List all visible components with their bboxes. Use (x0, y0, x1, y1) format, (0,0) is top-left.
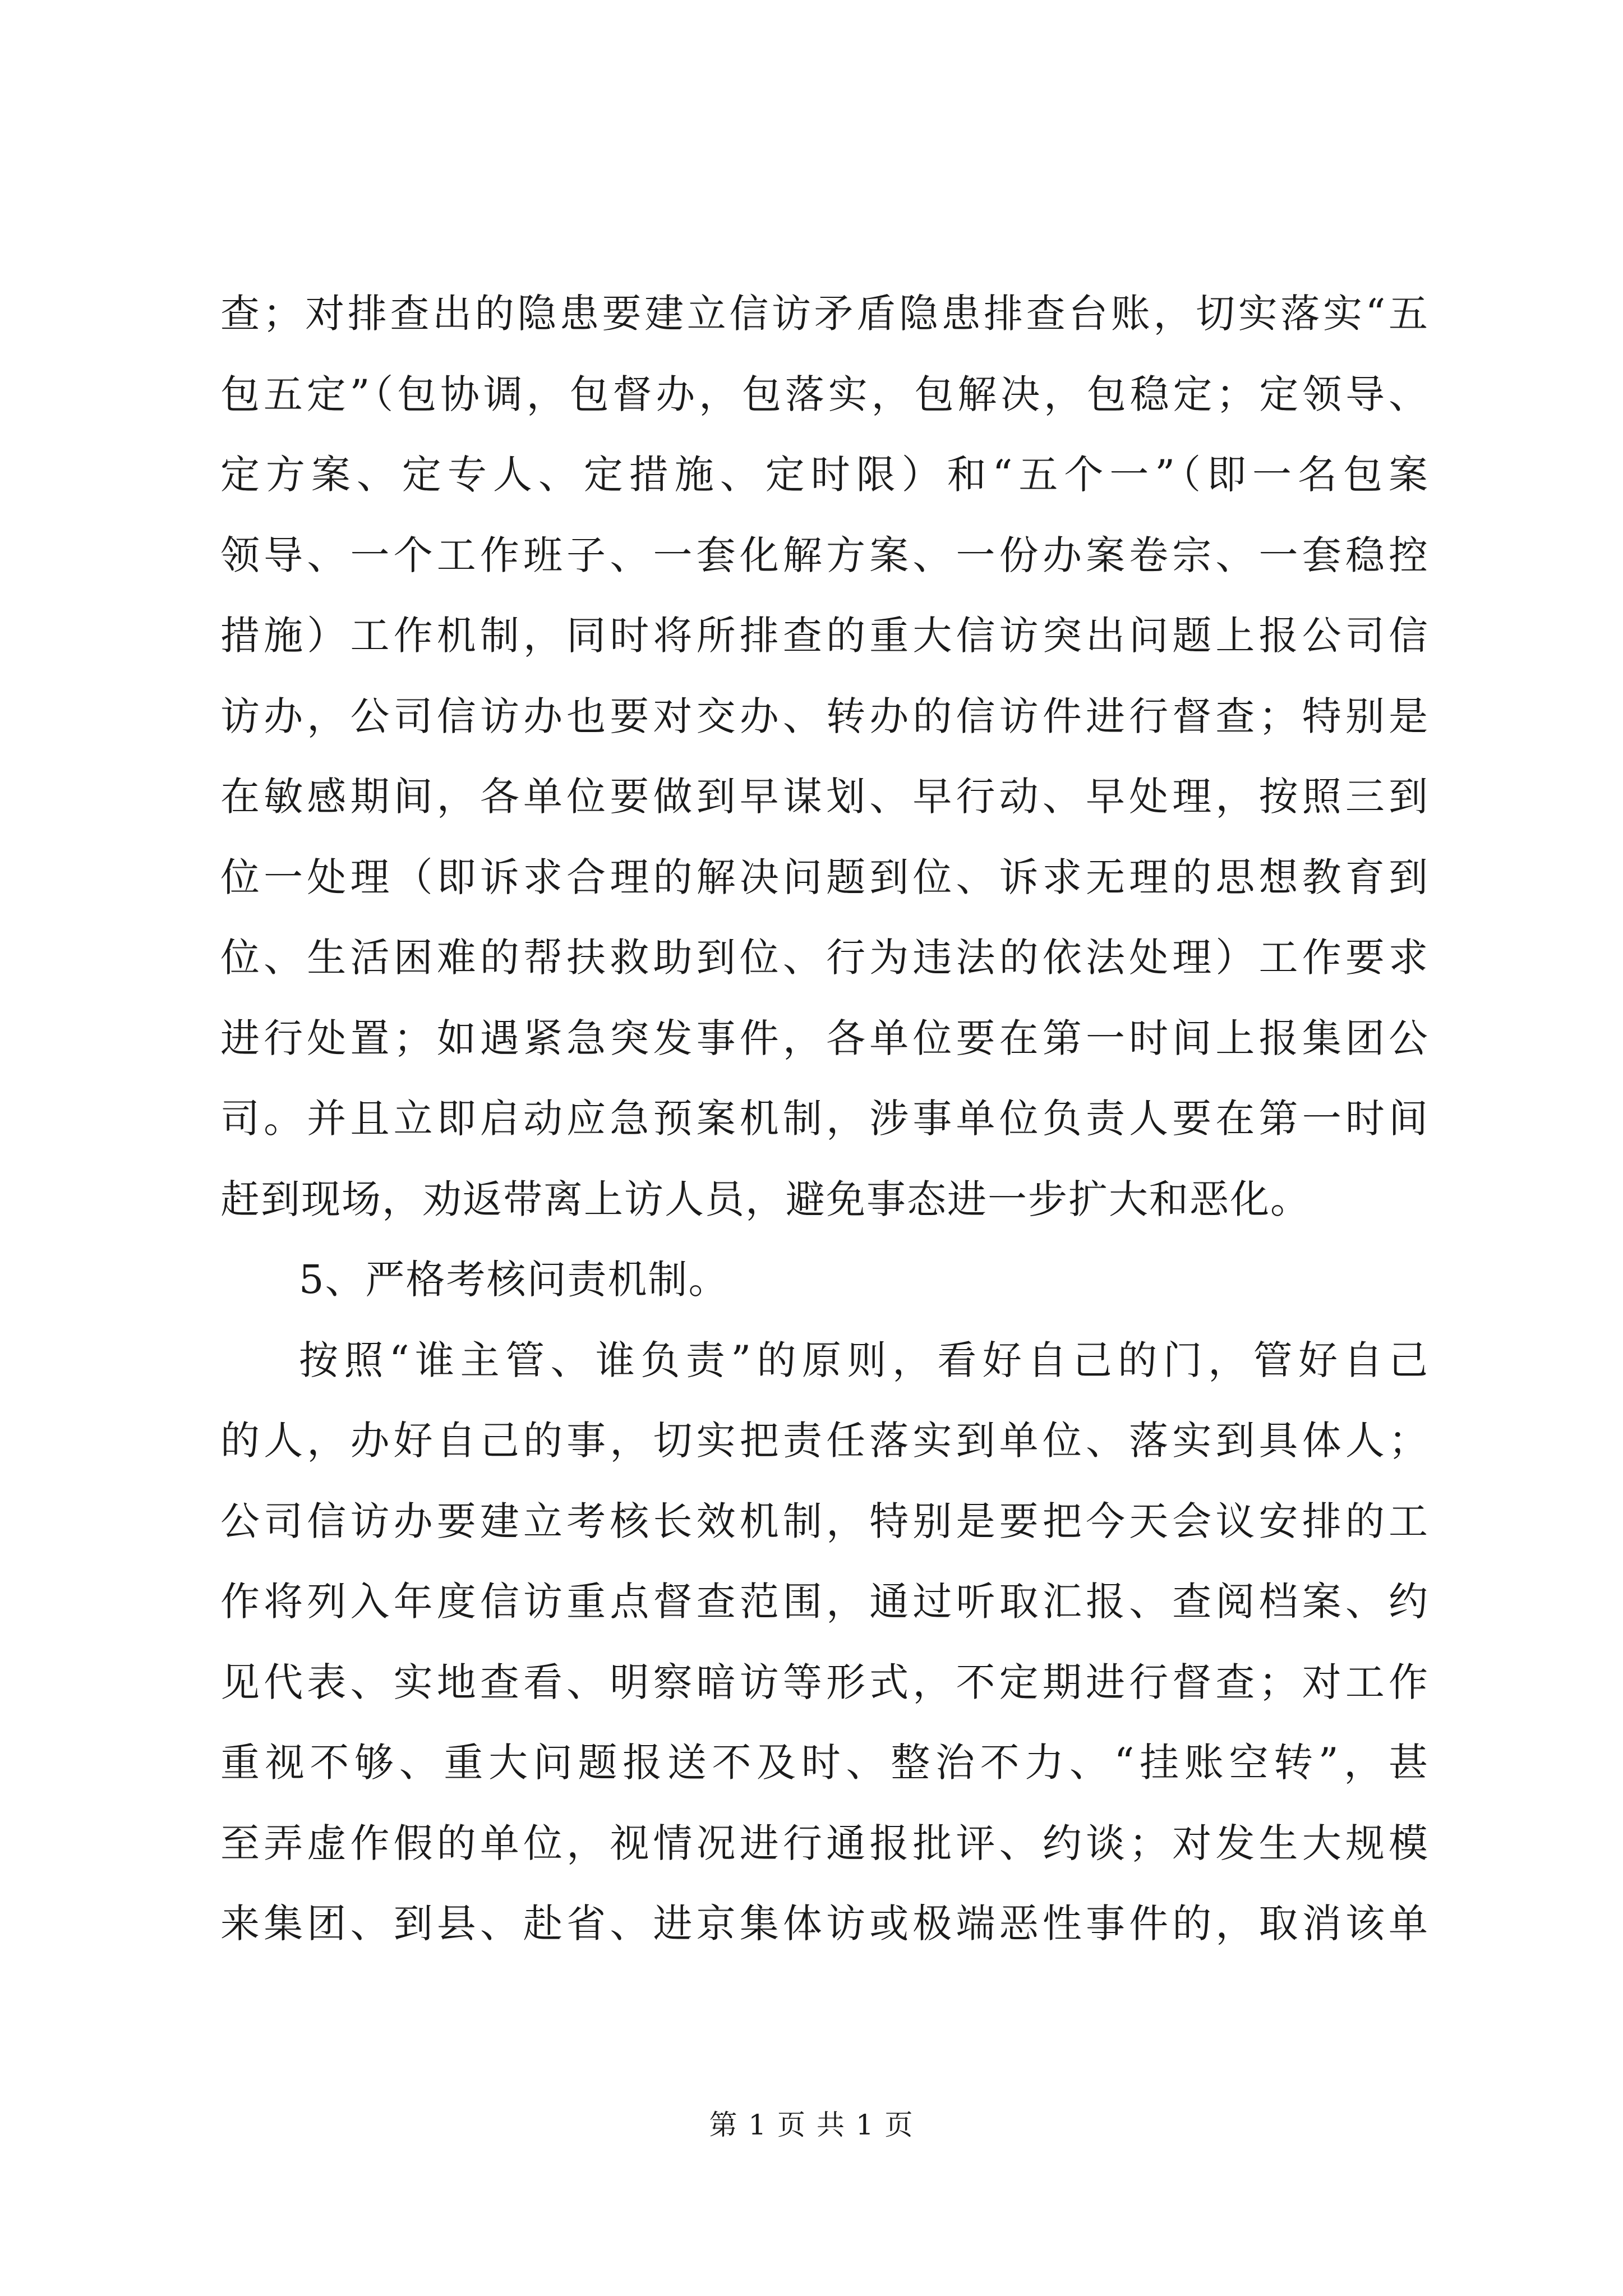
text-line: 领导、一个工作班子、一套化解方案、一份办案卷宗、一套稳控 (220, 532, 1429, 578)
text-line: 公司信访办要建立考核长效机制，特别是要把今天会议安排的工 (220, 1498, 1429, 1544)
document-body (220, 284, 1429, 1975)
text-line: 定方案、定专人、定措施、定时限）和“五个一”（即一名包案 (220, 452, 1429, 498)
paragraph-first-line: 按照“谁主管、谁负责”的原则，看好自己的门，管好自己 (299, 1337, 1429, 1383)
text-line: 进行处置；如遇紧急突发事件，各单位要在第一时间上报集团公 (220, 1015, 1429, 1061)
text-line: 访办，公司信访办也要对交办、转办的信访件进行督查；特别是 (220, 693, 1429, 739)
text-line: 查；对排查出的隐患要建立信访矛盾隐患排查台账，切实落实“五 (220, 291, 1429, 337)
text-line: 至弄虚作假的单位，视情况进行通报批评、约谈；对发生大规模 (220, 1820, 1429, 1866)
text-line: 包五定”（包协调，包督办，包落实，包解决，包稳定；定领导、 (220, 371, 1429, 417)
text-line: 来集团、到县、赴省、进京集体访或极端恶性事件的，取消该单 (220, 1901, 1429, 1947)
section-heading: 5、严格考核问责机制。 (299, 1257, 729, 1303)
text-line: 司。并且立即启动应急预案机制，涉事单位负责人要在第一时间 (220, 1096, 1429, 1142)
text-line: 位、生活困难的帮扶救助到位、行为违法的依法处理）工作要求 (220, 935, 1429, 981)
text-line: 措施）工作机制，同时将所排查的重大信访突出问题上报公司信 (220, 613, 1429, 659)
text-line: 赶到现场，劝返带离上访人员，避免事态进一步扩大和恶化。 (220, 1176, 1311, 1222)
text-line: 在敏感期间，各单位要做到早谋划、早行动、早处理，按照三到 (220, 774, 1429, 820)
text-line: 位一处理（即诉求合理的解决问题到位、诉求无理的思想教育到 (220, 854, 1429, 900)
text-line: 的人，办好自己的事，切实把责任落实到单位、落实到具体人； (220, 1418, 1429, 1464)
text-line: 见代表、实地查看、明察暗访等形式，不定期进行督查；对工作 (220, 1659, 1429, 1705)
text-line: 作将列入年度信访重点督查范围，通过听取汇报、查阅档案、约 (220, 1579, 1429, 1625)
page-footer: 第 1 页 共 1 页 (709, 2109, 914, 2141)
text-line: 重视不够、重大问题报送不及时、整治不力、“挂账空转”，甚 (220, 1740, 1429, 1786)
